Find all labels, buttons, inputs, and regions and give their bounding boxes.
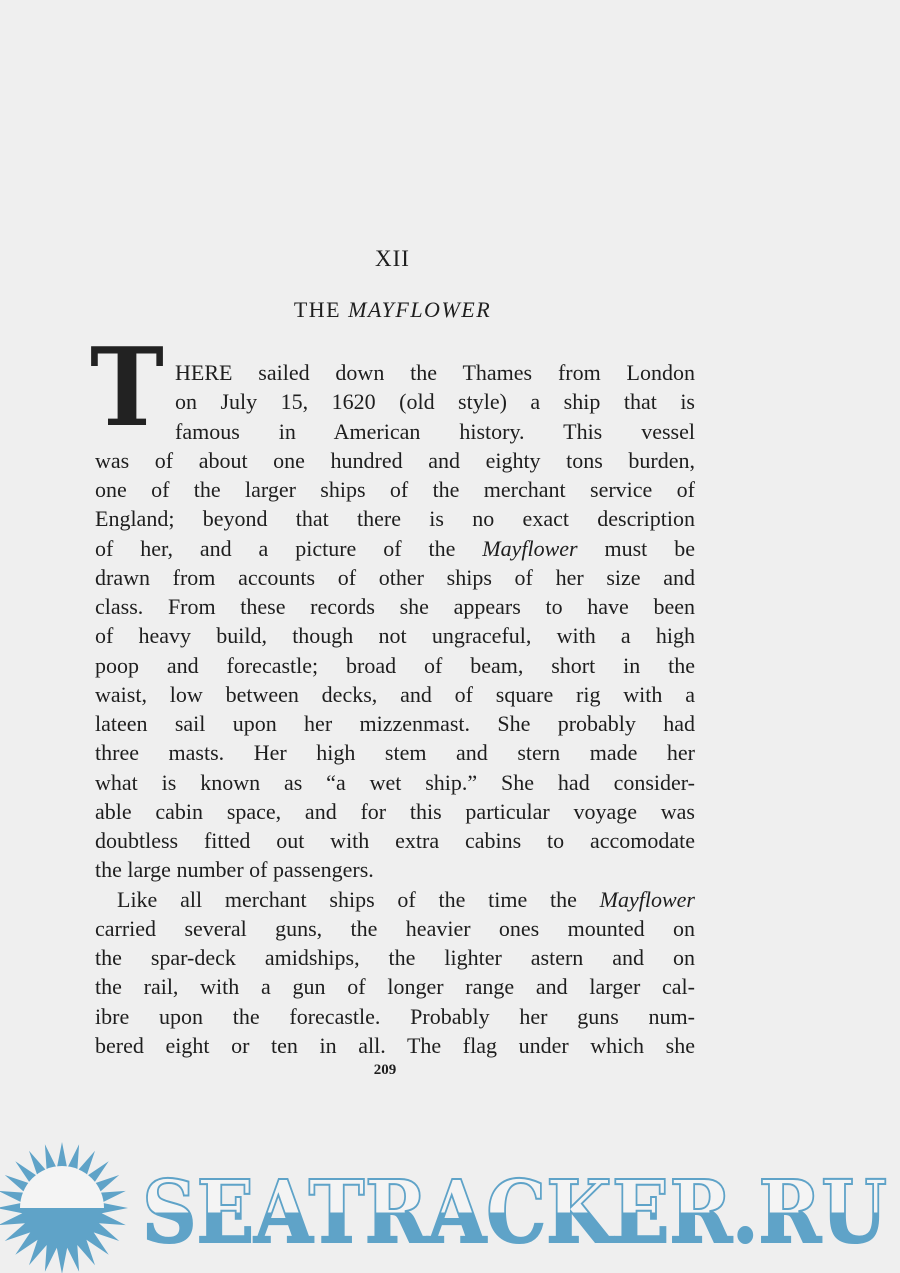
text-segment-pre: the spar-deck amidships, the lighter astern and on	[95, 945, 695, 970]
chapter-title-prefix: THE	[293, 297, 349, 322]
text-line	[95, 709, 695, 738]
text-line	[95, 563, 695, 592]
text-line	[95, 738, 695, 767]
text-segment-pre: waist, low between decks, and of square rig with a	[95, 681, 695, 707]
text-line	[95, 504, 695, 533]
text-segment-pre: three masts. Her high stem and stern made her	[95, 740, 695, 766]
text-line	[95, 972, 695, 1001]
text-segment-pre: HERE sailed down the Thames from London	[175, 360, 695, 385]
text-segment-pre: poop and forecastle; broad of beam, short in the	[95, 652, 695, 678]
text-line	[95, 914, 695, 943]
text-line	[95, 651, 695, 680]
text-segment-pre: one of the larger ships of the merchant service of	[95, 477, 695, 502]
sun-disc	[20, 1166, 104, 1208]
text-segment-pre: lateen sail upon her mizzenmast. She probably had	[95, 711, 695, 736]
sun-icon	[0, 1142, 128, 1273]
text-line	[95, 855, 695, 884]
text-line	[95, 826, 695, 855]
text-segment-pre: England; beyond that there is no exact description	[95, 506, 695, 532]
text-line	[95, 1031, 695, 1060]
text-segment-em: Mayflower	[599, 886, 695, 912]
text-segment-pre: Like all merchant ships of the time the	[117, 886, 600, 912]
text-line	[95, 768, 695, 797]
text-line	[95, 1002, 695, 1031]
text-segment-pre: drawn from accounts of other ships of her size and	[95, 564, 695, 590]
text-segment-pre: class. From these records she appears to have been	[95, 594, 695, 619]
text-segment-pre: of heavy build, though not ungraceful, with a high	[95, 623, 695, 649]
text-segment-post: must be	[577, 535, 695, 561]
watermark-logo	[0, 1138, 900, 1273]
text-segment-pre: of her, and a picture of the	[95, 535, 483, 561]
page-number: 209	[373, 1062, 397, 1078]
text-line	[175, 387, 695, 416]
text-segment-pre: on July 15, 1620 (old style) a ship that is	[175, 389, 695, 415]
text-segment-pre: carried several guns, the heavier ones mounted on	[95, 915, 695, 941]
text-line	[175, 417, 695, 446]
drop-cap: T	[90, 325, 164, 451]
chapter-title	[0, 297, 785, 323]
text-segment-pre: doubtless fitted out with extra cabins to accomodate	[95, 828, 695, 853]
text-segment-pre: the rail, with a gun of longer range and larger cal-	[95, 974, 695, 1000]
text-line	[95, 475, 695, 504]
text-line	[95, 534, 695, 563]
chapter-number: XII	[375, 246, 410, 271]
text-segment-pre: able cabin space, and for this particular voyage was	[95, 798, 695, 824]
chapter-title-italic: MAYFLOWER	[348, 297, 492, 322]
text-segment-pre: the large number of passengers.	[95, 857, 374, 883]
text-line	[117, 885, 695, 914]
text-line	[95, 797, 695, 826]
text-line	[95, 592, 695, 621]
text-line	[95, 680, 695, 709]
text-line	[95, 446, 695, 475]
text-segment-pre: ibre upon the forecastle. Probably her guns num-	[95, 1003, 695, 1029]
text-segment-pre: what is known as “a wet ship.” She had consider-	[95, 769, 695, 795]
text-line	[95, 943, 695, 972]
text-segment-em: Mayflower	[482, 535, 578, 561]
text-line	[95, 621, 695, 650]
text-line	[175, 358, 695, 387]
text-segment-pre: bered eight or ten in all. The flag under which she	[95, 1032, 695, 1058]
watermark-text: SEATRACKER.RU	[142, 1162, 887, 1263]
body-text	[95, 358, 695, 1060]
text-segment-pre: was of about one hundred and eighty tons burden,	[95, 447, 695, 473]
text-segment-pre: famous in American history. This vessel	[175, 418, 695, 444]
